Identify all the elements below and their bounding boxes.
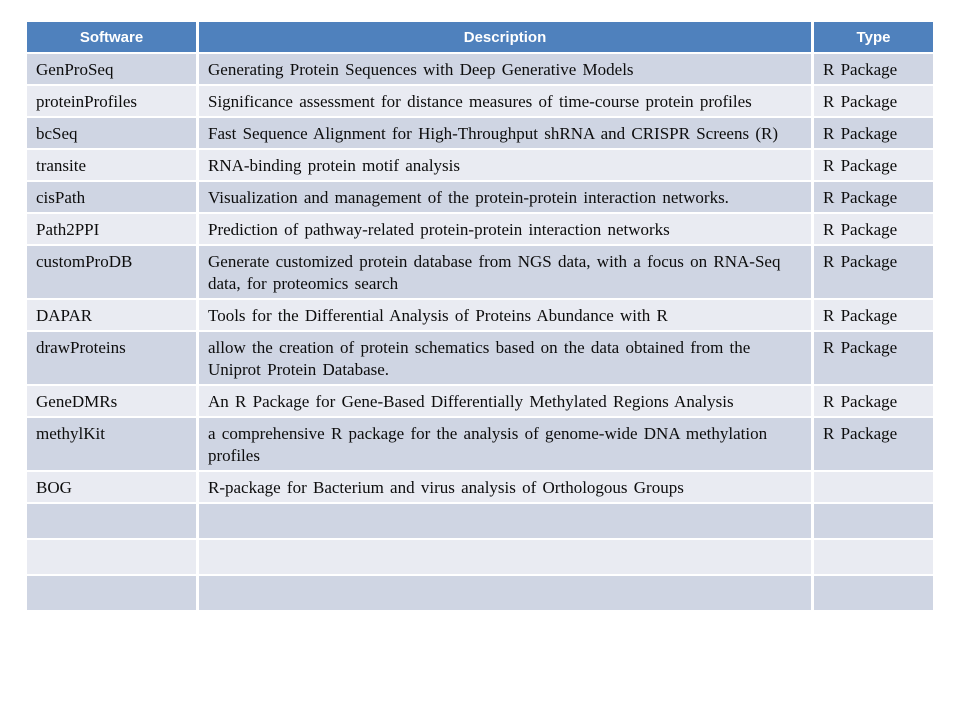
cell-description: Tools for the Differential Analysis of Proteins Abundance with R: [199, 300, 814, 332]
cell-description: Fast Sequence Alignment for High-Throughput shRNA and CRISPR Screens (R): [199, 118, 814, 150]
table-row: [27, 246, 936, 300]
cell-software: DAPAR: [27, 300, 199, 332]
cell-type: R Package: [814, 246, 936, 300]
table-row: [27, 118, 936, 150]
cell-description: [199, 576, 814, 612]
cell-software: [27, 576, 199, 612]
cell-description: a comprehensive R package for the analysis of genome-wide DNA methylation profiles: [199, 418, 814, 472]
cell-software: customProDB: [27, 246, 199, 300]
cell-type: [814, 540, 936, 576]
cell-description: [199, 540, 814, 576]
cell-software: drawProteins: [27, 332, 199, 386]
cell-software: BOG: [27, 472, 199, 504]
table-row: [27, 504, 936, 540]
table-header: [27, 22, 936, 54]
table-row: [27, 182, 936, 214]
cell-type: R Package: [814, 214, 936, 246]
table-row: [27, 300, 936, 332]
cell-type: [814, 504, 936, 540]
software-table: [27, 22, 936, 612]
table-body: [27, 54, 936, 612]
cell-software: [27, 540, 199, 576]
column-header-type: Type: [814, 22, 936, 54]
cell-software: cisPath: [27, 182, 199, 214]
cell-description: An R Package for Gene-Based Differentially Methylated Regions Analysis: [199, 386, 814, 418]
table-row: [27, 214, 936, 246]
cell-type: R Package: [814, 86, 936, 118]
cell-description: Generate customized protein database from NGS data, with a focus on RNA-Seq data, for proteomics search: [199, 246, 814, 300]
cell-software: proteinProfiles: [27, 86, 199, 118]
table-row: [27, 472, 936, 504]
cell-description: [199, 504, 814, 540]
cell-type: R Package: [814, 150, 936, 182]
table-row: [27, 54, 936, 86]
cell-description: Significance assessment for distance measures of time-course protein profiles: [199, 86, 814, 118]
cell-type: [814, 472, 936, 504]
cell-description: Generating Protein Sequences with Deep Generative Models: [199, 54, 814, 86]
cell-software: GenProSeq: [27, 54, 199, 86]
cell-type: R Package: [814, 300, 936, 332]
cell-type: [814, 576, 936, 612]
cell-software: bcSeq: [27, 118, 199, 150]
table-row: [27, 576, 936, 612]
table-row: [27, 332, 936, 386]
table-row: [27, 540, 936, 576]
cell-description: R-package for Bacterium and virus analysis of Orthologous Groups: [199, 472, 814, 504]
header-row: [27, 22, 936, 54]
cell-description: Prediction of pathway-related protein-protein interaction networks: [199, 214, 814, 246]
cell-type: R Package: [814, 182, 936, 214]
cell-type: R Package: [814, 386, 936, 418]
table-row: [27, 418, 936, 472]
table-row: [27, 150, 936, 182]
column-header-software: Software: [27, 22, 199, 54]
table-row: [27, 86, 936, 118]
cell-software: transite: [27, 150, 199, 182]
cell-type: R Package: [814, 332, 936, 386]
cell-software: Path2PPI: [27, 214, 199, 246]
cell-type: R Package: [814, 418, 936, 472]
cell-software: [27, 504, 199, 540]
cell-description: Visualization and management of the protein-protein interaction networks.: [199, 182, 814, 214]
table-row: [27, 386, 936, 418]
cell-description: allow the creation of protein schematics based on the data obtained from the Uniprot Protein Database.: [199, 332, 814, 386]
cell-type: R Package: [814, 118, 936, 150]
cell-type: R Package: [814, 54, 936, 86]
cell-software: GeneDMRs: [27, 386, 199, 418]
column-header-description: Description: [199, 22, 814, 54]
cell-software: methylKit: [27, 418, 199, 472]
cell-description: RNA-binding protein motif analysis: [199, 150, 814, 182]
